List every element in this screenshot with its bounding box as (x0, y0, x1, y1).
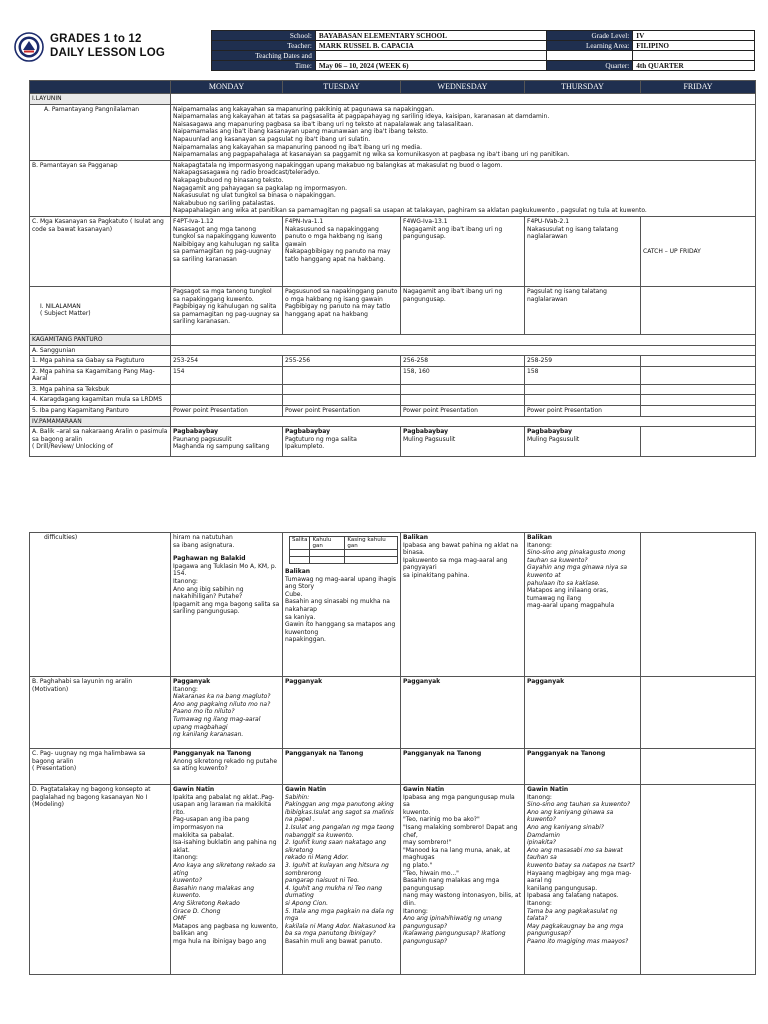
balik-aral-wednesday (401, 427, 525, 457)
balikan-question: Sino-sino ang pinakagusto mong tauhan sa kuwento? Gayahin ang mga ginawa niya sa kuwento at pahulaan ito sa kaklase. (527, 549, 628, 587)
gawin-natin-heading: Gawin Natin (173, 786, 215, 793)
performance-standard-line: Nakapagtatala ng impormasyong napakinggan upang makabuo ng balangkas at makasulat ng buod o lagom. (173, 161, 503, 169)
gawin-natin-text: Ipabasa ang mga pangungusap mula sa kuwento. "Teo, narinig mo ba ako?" "Isang malaking sombrero! Dapat ang chef, may sombrero!" "Manood ka na lang muna, anak, at maghugas ng plato." "Teo, hiwain mo..." Basahin nang malakas ang mga pangungusap nang may wastong intonasyon, bilis, at diin. Itanong: (403, 793, 521, 915)
pangganyak-na-tanong-heading: Pangganyak na Tanong (285, 750, 364, 757)
km-thursday: 158 (525, 366, 641, 384)
kagamitan-monday: Power point Presentation (171, 406, 283, 417)
kasanayan-tuesday: F4PN-Iva-1.1 Nakasusunod sa napakinggang panuto o mga hakbang ng isang gawain Nakapagbibigay ng panuto na may tatlo hanggang apat na hakbang. (283, 216, 401, 286)
lrdms-label: 4. Karagdagang kagamitan mula sa LRDMS (30, 395, 171, 406)
paghawan-heading: Paghawan ng Balakid (173, 555, 246, 563)
dates-blank (315, 51, 547, 61)
balik-aral-tuesday-cont (283, 533, 401, 677)
balikan-text: Itanong: (527, 541, 552, 549)
kasanayan-thursday: F4PU-IVab-2.1 Nakasusulat ng isang talatang naglalarawan (525, 216, 641, 286)
pagganyak-heading: Pagganyak (173, 678, 211, 685)
kagamitan-thursday: Power point Presentation (525, 406, 641, 417)
kagamitan-tuesday: Power point Presentation (283, 406, 401, 417)
performance-standard-line: Nagagamit ang pahayagan sa pagkalap ng impormasyon. (173, 184, 348, 192)
school-value: BAYABASAN ELEMENTARY SCHOOL (315, 31, 547, 41)
balikan-text: Tumawag ng mag-aaral upang ihagis ang Story Cube. Basahin ang sinasabi ng mukha na nakaharap sa kaniya. Gawin ito hanggang sa matapos ang kuwentong napakinggan. (285, 575, 397, 644)
kagamitan-wednesday: Power point Presentation (401, 406, 525, 417)
kasanayan-label: C. Mga Kasanayan sa Pagkatuto ( Isulat ang code sa bawat kasanayan) (30, 216, 171, 286)
balik-aral-monday-cont (171, 533, 283, 677)
balik-aral-text: Paunang pagsusulit Maghanda ng sampung salitang (173, 435, 270, 451)
kagamitan-heading: KAGAMITANG PANTURO (30, 334, 171, 345)
grade-value: IV (633, 31, 755, 41)
salita-header: Salita (290, 537, 310, 550)
content-standard-line: Napauunlad ang kasanayan sa pagsulat ng iba't ibang uri sulatin. (173, 135, 371, 143)
performance-standard-line: Nakabubuo ng sariling patalastas. (173, 199, 276, 207)
gawin-natin-heading: Gawin Natin (285, 786, 327, 793)
nilalaman-label: I. NILALAMAN ( Subject Matter) (30, 286, 171, 334)
content-standard-line: Naipamamalas ang kakayahan sa mapanuring panood ng iba't ibang uri ng media. (173, 143, 422, 151)
balik-aral-friday (641, 427, 756, 457)
layunin-blank (171, 94, 756, 105)
title-line-1: GRADES 1 to 12 (50, 33, 142, 45)
iba-pang-kagamitan-label: 5. Iba pang Kagamitang Panturo (30, 406, 171, 417)
sanggunian-blank (171, 345, 756, 356)
content-standard-line: Naipamamalas ang kakayahan at tatas sa pagsasalita at pagpapahayag ng sariling ideya, kaisipan, karanasan at damdamin. (173, 113, 550, 121)
pangganyak-na-tanong-heading: Pangganyak na Tanong (173, 750, 252, 757)
quarter-blank (547, 51, 633, 61)
dates-label: Teaching Dates and (212, 51, 316, 61)
quarter-value: 4th QUARTER (633, 61, 755, 71)
paghahabi-wednesday (401, 677, 525, 749)
km-wednesday: 158, 160 (401, 366, 525, 384)
content-standard-line: Naisasagawa ang mapanuring pagbasa sa iba't ibang uri ng teksto at napalalawak ang talasalitaan. (173, 120, 474, 128)
lesson-grid-page-2 (29, 532, 756, 975)
pag-uugnay-monday (171, 749, 283, 785)
gabay-thursday: 258-259 (525, 356, 641, 367)
days-header-row (30, 81, 756, 94)
vocabulary-table (289, 536, 398, 564)
area-label: Learning Area: (547, 41, 633, 51)
nilalaman-wednesday: Nagagamit ang iba't ibang uri ng pangungusap. (401, 286, 525, 334)
balik-aral-friday-cont (641, 533, 756, 677)
day-monday: MONDAY (171, 81, 283, 94)
pag-uugnay-tuesday (283, 749, 401, 785)
pamamaraan-blank (171, 416, 756, 427)
performance-standard-line: Nakapagsasagawa ng radio broadcast/teleradyo. (173, 169, 320, 177)
km-tuesday (283, 366, 401, 384)
pagbabaybay-heading: Pagbabaybay (527, 428, 573, 436)
pamantayang-pangnilalaman-content (171, 104, 756, 160)
gabay-monday: 253-254 (171, 356, 283, 367)
pag-uugnay-wednesday (401, 749, 525, 785)
balik-aral-tuesday (283, 427, 401, 457)
pagtatalakay-monday (171, 785, 283, 975)
kagamitan-blank (171, 334, 756, 345)
grade-label: Grade Level: (547, 31, 633, 41)
layunin-heading: I.LAYUNIN (30, 94, 171, 105)
pagganyak-heading: Pagganyak (527, 678, 565, 685)
day-friday: FRIDAY (641, 81, 756, 94)
balik-aral-text: Pagtuturo ng mga salita Ipakumpleto. (285, 435, 357, 451)
balik-aral-label: A. Balik –aral sa nakaraang Aralin o pasimula sa bagong aralin ( Drill/Review/ Unlocking of (30, 427, 171, 457)
pamamaraan-heading: IV.PAMAMARAAN (30, 416, 171, 427)
pagtatalakay-friday (641, 785, 756, 975)
pag-uugnay-friday (641, 749, 756, 785)
area-value: FILIPINO (633, 41, 755, 51)
deped-seal-logo (14, 32, 44, 62)
paghahabi-tuesday (283, 677, 401, 749)
balik-aral-text: Muling Pagsusulit (403, 435, 456, 443)
pagtatalakay-wednesday (401, 785, 525, 975)
day-thursday: THURSDAY (525, 81, 641, 94)
kagamitan-friday (641, 406, 756, 417)
performance-standard-line: Nakapagbubuod ng binasang teksto. (173, 176, 284, 184)
paghahabi-thursday (525, 677, 641, 749)
pagbabaybay-heading: Pagbabaybay (403, 428, 449, 436)
content-standard-line: Naipamamalas ang pagpapahalaga at kasanayan sa paggamit ng wika sa komunikasyon at pagbasa ng iba't ibang uri ng panitikan. (173, 151, 570, 159)
nilalaman-monday: Pagsagot sa mga tanong tungkol sa napakinggang kuwento. Pagbibigay ng kahulugan ng salita sa pamamagitan ng pag-uugnay sa sariling karanasan. (171, 286, 283, 334)
paghahabi-label: B. Paghahabi sa layunin ng aralin (Motivation) (30, 677, 171, 749)
balikan-heading: Balikan (285, 568, 311, 575)
time-label: Time: (212, 61, 316, 71)
pagganyak-heading: Pagganyak (403, 678, 441, 685)
sanggunian-label: A. Sanggunian (30, 345, 171, 356)
pamantayang-pangnilalaman-label: A. Pamantayang Pangnilalaman (30, 104, 171, 160)
gawin-natin-text: Basahin muli ang bawat panuto. (285, 937, 383, 945)
teacher-value: MARK RUSSEL B. CAPACIA (315, 41, 547, 51)
nilalaman-tuesday: Pagsusunod sa napakinggang panuto o mga hakbang ng isang gawain Pagbibigay ng panuto na may tatlo hanggang apat na hakbang (283, 286, 401, 334)
balik-aral-monday (171, 427, 283, 457)
header-info-table (211, 30, 755, 71)
gabay-tuesday: 255-256 (283, 356, 401, 367)
gabay-wednesday: 256-258 (401, 356, 525, 367)
balik-aral-label-cont: difficulties) (30, 533, 171, 677)
kahulugan-header: Kahulu gan (310, 537, 345, 550)
pagtatalakay-label: D. Pagtatalakay ng bagong konsepto at paglalahad ng bagong kasanayan No I (Modeling) (30, 785, 171, 975)
pagbabaybay-heading: Pagbabaybay (285, 428, 331, 436)
gawin-natin-question: Sino-sino ang tauhan sa kuwento? Ano ang kaniyang ginawa sa kuwento? Ano ang kaniyang sinabi? Damdamin ipinakita? Ano ang masasabi mo sa bawat tauhan sa kuwento batay sa natapos na tsart? (527, 801, 635, 869)
gawin-natin-question: Ano kaya ang sikretong rekado sa ating kuwento? Basahin nang malakas ang kuwento. Ang Sikretong Rekado Grace D. Chong OMF (173, 861, 276, 923)
balik-aral-text: Muling Pagsusulit (527, 435, 580, 443)
pagbabaybay-heading: Pagbabaybay (173, 428, 219, 436)
performance-standard-line: Napapahalagan ang wika at panitikan sa pamamagitan ng pagsali sa usapan at talakayan, paghiram sa aklatan pagkukuwento , pagsulat ng tula at kuwento. (173, 207, 647, 215)
pangganyak-na-tanong-heading: Pangganyak na Tanong (403, 750, 482, 757)
gawin-natin-text: Ipakita ang pabalat ng aklat..Pag-usapan ang larawan na makikita rito. Pag-usapan ang iba pang impormasyon na makikita sa pabalat. Isa-isahing buklatin ang pahina ng aklat. Itanong: (173, 793, 277, 862)
teacher-label: Teacher: (212, 41, 316, 51)
title-line-2: DAILY LESSON LOG (50, 47, 166, 59)
school-label: School: (212, 31, 316, 41)
kasanayan-friday: CATCH – UP FRIDAY (641, 216, 756, 286)
kasingkahulugan-header: Kasing kahulu gan (345, 537, 398, 550)
balikan-text: Matapos ang inilaang oras, tumawag ng ilang mag-aaral upang magpahula (527, 587, 615, 610)
pagganyak-heading: Pagganyak (285, 678, 323, 685)
teksbuk-label: 3. Mga pahina sa Teksbuk (30, 384, 171, 395)
pagganyak-text: Itanong: (173, 685, 198, 693)
pamantayan-sa-pagganap-label: B. Pamantayan sa Pagganap (30, 160, 171, 216)
gabay-friday (641, 356, 756, 367)
paghahabi-monday (171, 677, 283, 749)
balik-aral-thursday (525, 427, 641, 457)
kagamitang-pang-mag-aaral-label: 2. Mga pahina sa Kagamitang Pang Mag-Aaral (30, 366, 171, 384)
gawin-natin-instructions: Sabihin: Pakinggan ang mga panutong aking ibibigkas.Isulat ang sagot sa malinis na papel . 1.Isulat ang pangalan ng mga taong nabanggit sa kuwento. 2. Iguhit kung saan nakatago ang sikretong rekado ni Mang Ador. 3. Iguhit at kulayan ang hitsura ng sombrerong pangarap naisuot ni Teo. 4. Iguhit ang mukha ni Teo nang dumating si Apong Cion. 5. Itala ang mga pagkain na dala ng mga kakilala ni Mang Ador. Nakasunod ka ba sa mga panutong ibinigay? (285, 793, 396, 938)
pagtatalakay-thursday (525, 785, 641, 975)
kasanayan-wednesday: F4WG-Iva-13.1 Nagagamit ang iba't ibang uri ng pangungusap. (401, 216, 525, 286)
pag-uugnay-label: C. Pag- uugnay ng mga halimbawa sa bagong aralin ( Presentation) (30, 749, 171, 785)
km-monday: 154 (171, 366, 283, 384)
balikan-text: Ipabasa ang bawat pahina ng aklat na binasa. Ipakuwento sa mga mag-aaral ang pangyayari sa ipinakitang pahina. (403, 541, 519, 579)
corner-cell (30, 81, 171, 94)
day-wednesday: WEDNESDAY (401, 81, 525, 94)
balikan-heading: Balikan (527, 534, 553, 541)
nilalaman-thursday: Pagsulat ng isang talatang naglalarawan (525, 286, 641, 334)
gabay-label: 1. Mga pahina sa Gabay sa Pagtuturo (30, 356, 171, 367)
performance-standard-line: Nakasusulat ng ulat tungkol sa binasa o napakinggan. (173, 192, 336, 200)
quarter-label: Quarter: (547, 61, 633, 71)
quarter-blank-2 (633, 51, 755, 61)
pagganyak-question: Nakaranas ka na bang magluto? Ano ang pagkaing niluto mo na? Paano mo ito niluto? Tumawag ng ilang mag-aaral upang magbahagi ng kanilang karanasan. (173, 693, 271, 739)
balik-aral-wednesday-cont (401, 533, 525, 677)
gawin-natin-question: Ano ang ipinahihiwatig ng unang pangungusap? Ikalawang pangungusap? Ikatlong pangungusap? (403, 915, 506, 945)
gawin-natin-text: Matapos ang pagbasa ng kuwento, balikan ang mga hula na ibinigay bago ang (173, 922, 279, 945)
lesson-grid-page-1 (29, 80, 756, 457)
pangganyak-na-tanong-heading: Pangganyak na Tanong (527, 750, 606, 757)
pag-uugnay-thursday (525, 749, 641, 785)
content-standard-line: Naipamamalas ang kakayahan sa mapanuring pakikinig at pagunawa sa napakinggan. (173, 105, 434, 113)
balik-aral-thursday-cont (525, 533, 641, 677)
content-standard-line: Naipamamalas ang iba't ibang kasanayan upang maunawaan ang iba't ibang teksto. (173, 128, 428, 136)
gawin-natin-text: Itanong: (527, 793, 552, 801)
balik-aral-text: hiram na natutuhan sa ibang asignatura. (173, 534, 235, 549)
gawin-natin-text: Hayaang magbigay ang mga mag-aaral ng kanilang pangungusap. Ipabasa ang talatang natapos. Itanong: (527, 869, 632, 907)
dates-value: May 06 – 10, 2024 (WEEK 6) (315, 61, 547, 71)
gawin-natin-heading: Gawin Natin (527, 786, 569, 793)
gawin-natin-question: Tama ba ang pagkakasulat ng talata? May pagkakaugnay ba ang mga pangungusap? Paano ito magiging mas maayos? (527, 907, 629, 945)
pamantayan-sa-pagganap-content (171, 160, 756, 216)
gawin-natin-heading: Gawin Natin (403, 786, 445, 793)
paghahabi-friday (641, 677, 756, 749)
day-tuesday: TUESDAY (283, 81, 401, 94)
balikan-heading: Balikan (403, 534, 429, 541)
pangganyak-na-tanong-text: Anong sikretong rekado ng putahe sa ating kuwento? (173, 757, 278, 773)
nilalaman-friday (641, 286, 756, 334)
kasanayan-monday: F4PT-Iva-1.12 Nasasagot ang mga tanong tungkol sa napakinggang kuwento Naibibigay ang kahulugan ng salita sa pamamagitan ng pag-uugnay sa sariling karanasan (171, 216, 283, 286)
pagtatalakay-tuesday (283, 785, 401, 975)
paghawan-text: Ipagawa ang Tuklasin Mo A, KM, p. 154. Itanong: Ano ang ibig sabihin ng nakahihiligan? Putahe? Ipagamit ang mga bagong salita sa sariling pangungusap. (173, 562, 280, 616)
km-friday (641, 366, 756, 384)
